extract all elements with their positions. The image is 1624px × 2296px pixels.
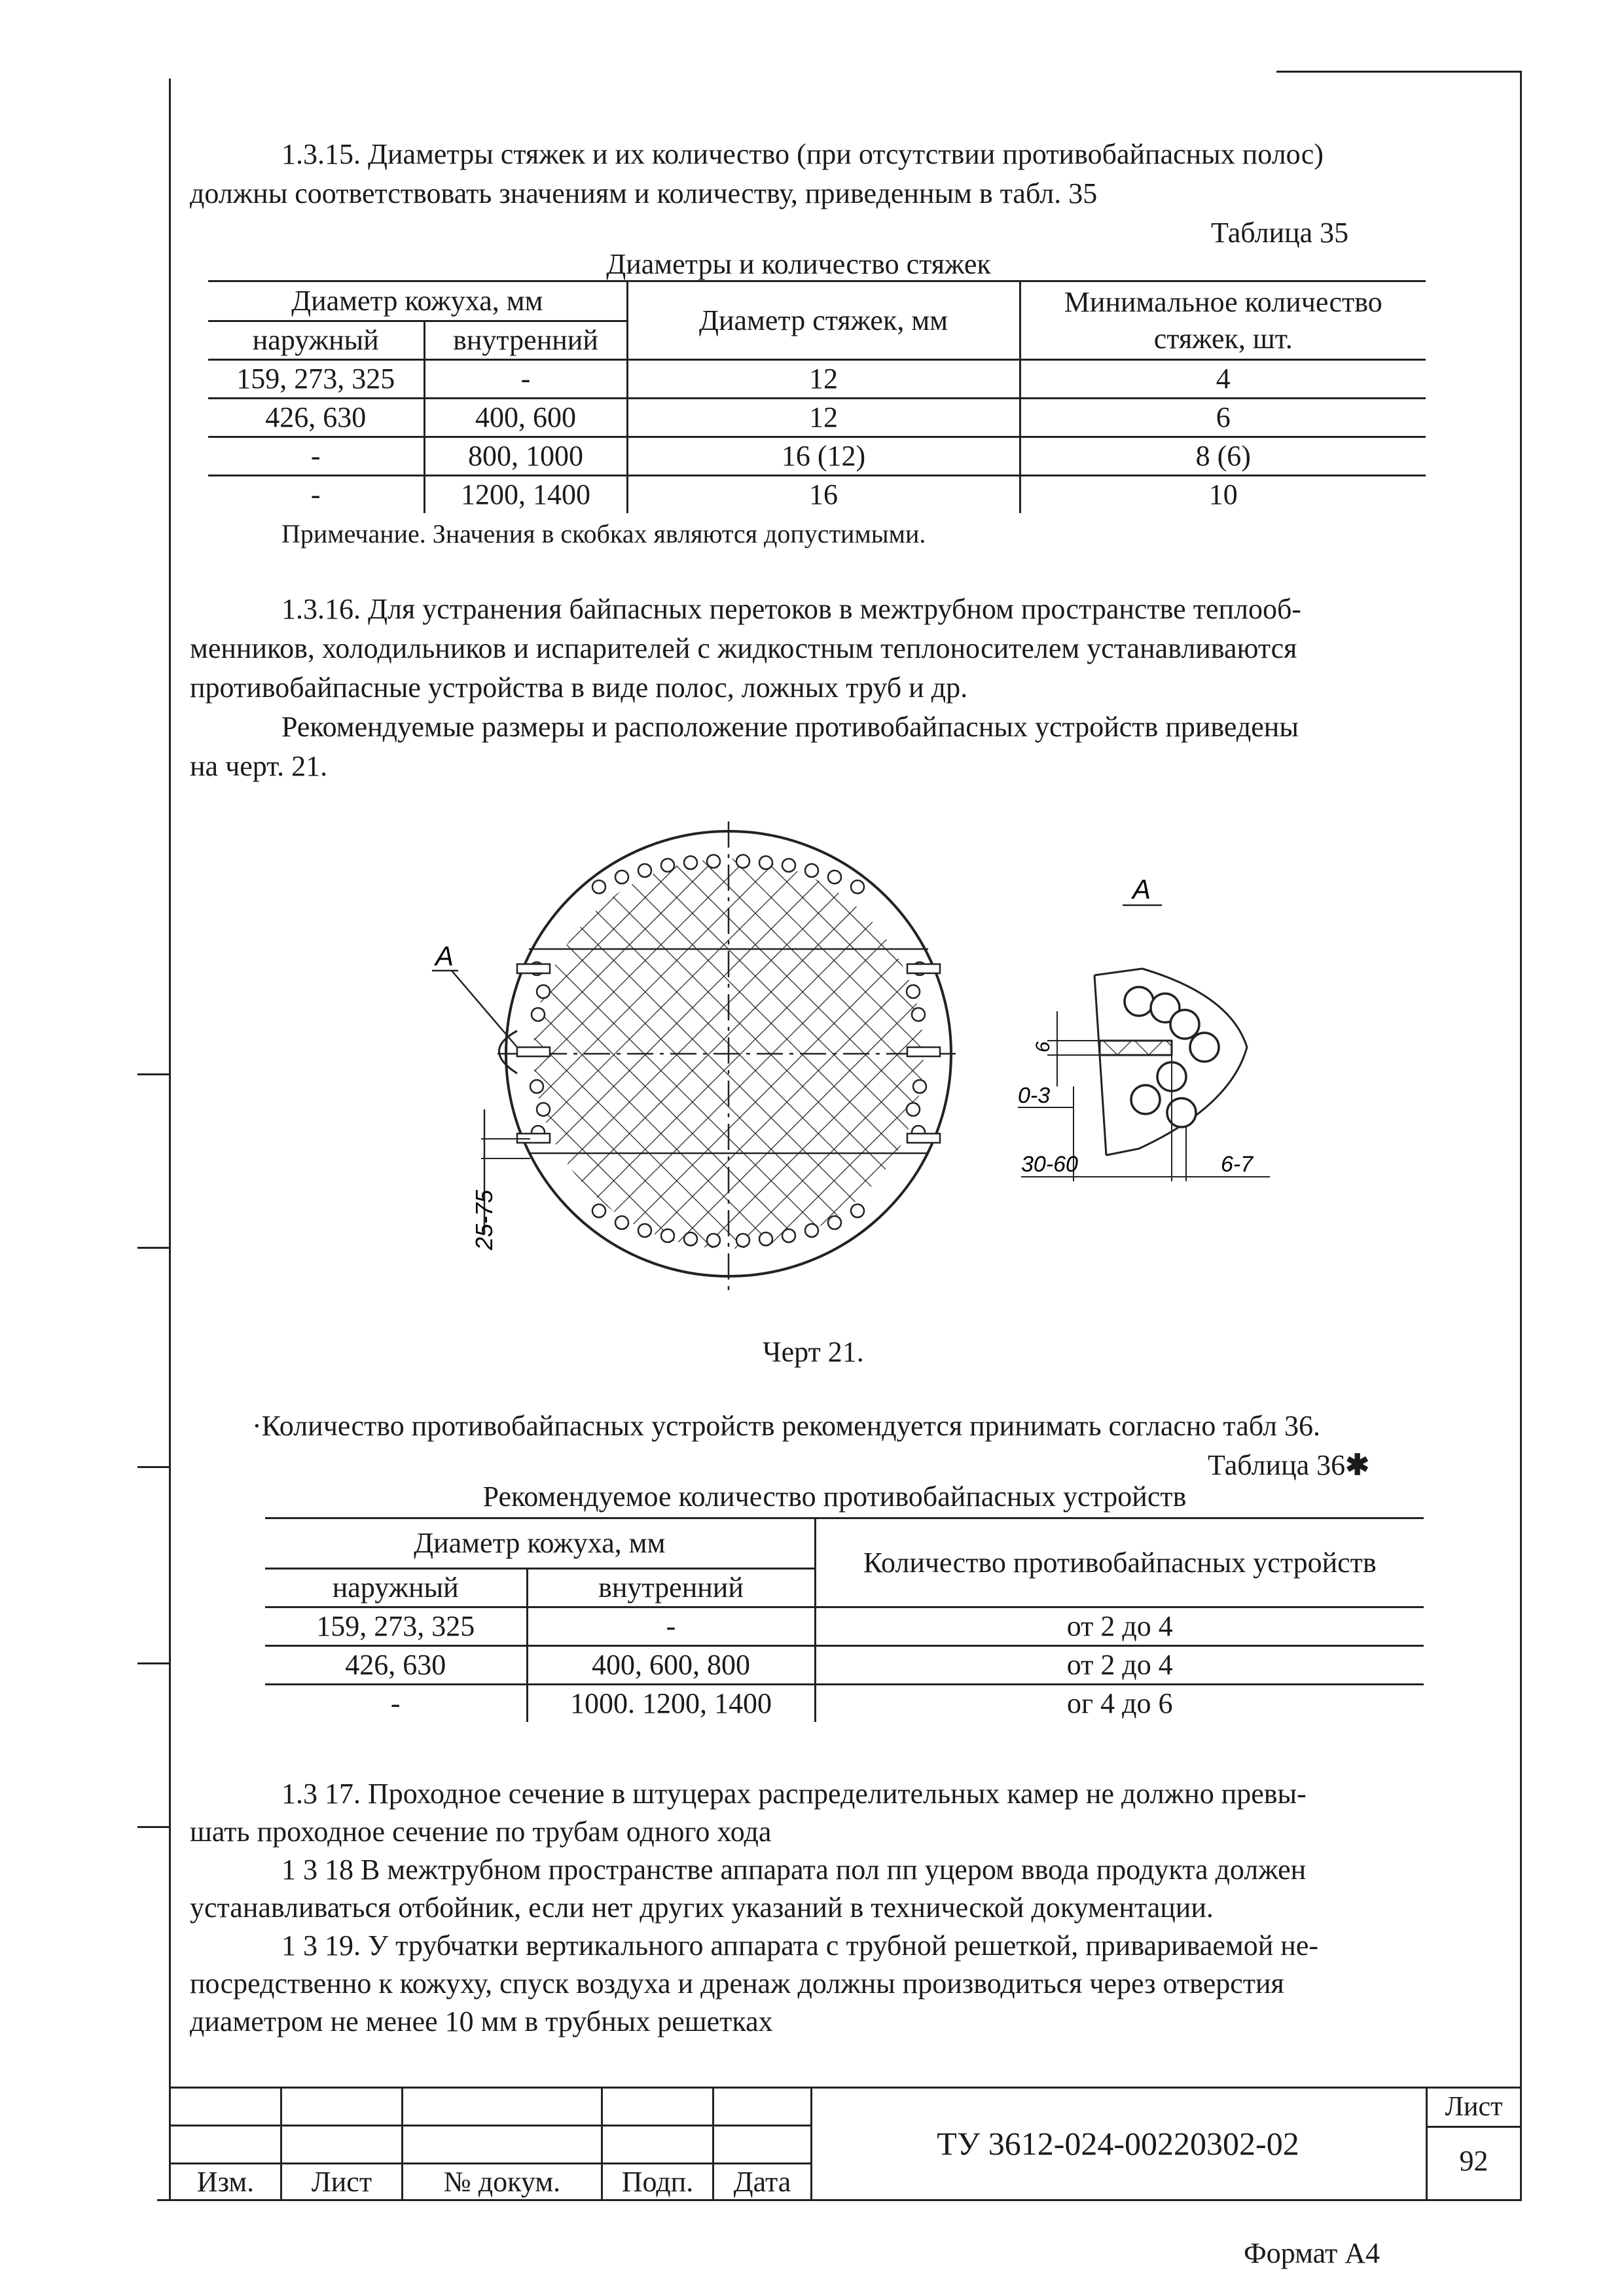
margin-tick (137, 1826, 170, 1828)
cell-inner: 400, 600, 800 (527, 1646, 815, 1685)
paragraph-1316-line1: 1.3.16. Для устранения байпасных перетоков в межтрубном пространстве теплооб- (281, 593, 1302, 625)
header-min-count-line1: Минимальное количество (1064, 285, 1382, 318)
cell-inner: 800, 1000 (424, 437, 627, 476)
stamp-podp: Подп. (602, 2164, 713, 2200)
cell-count: 4 (1020, 360, 1426, 399)
header-shell-diameter: Диаметр кожуха, мм (265, 1518, 815, 1569)
header-count: Количество противобайпасных устройств (815, 1518, 1424, 1607)
cell-outer: - (208, 437, 424, 476)
stamp-date: Дата (713, 2164, 812, 2200)
detail-shell-wall (1094, 975, 1106, 1155)
cell-outer: 159, 273, 325 (208, 360, 424, 399)
header-min-count-line2: стяжек, шт. (1153, 322, 1293, 355)
cell-count: 6 (1020, 399, 1426, 437)
cell-outer: 426, 630 (208, 399, 424, 437)
cell-count: ог 4 до 6 (815, 1685, 1424, 1723)
stamp-sheet-number: 92 (1459, 2145, 1489, 2177)
margin-tick (137, 1466, 170, 1468)
stamp-left-grid (169, 2087, 812, 2201)
paragraph-1316-line3: противобайпасные устройства в виде полос, ложных труб и др. (190, 672, 968, 704)
header-tie-diameter: Диаметр стяжек, мм (627, 281, 1020, 360)
detail-strip (1100, 1041, 1172, 1055)
paragraph-1316-line4: Рекомендуемые размеры и расположение противобайпасных устройств приведены (281, 711, 1299, 743)
table-header-row (265, 1518, 1424, 1569)
format-label: Формат А4 (1244, 2237, 1380, 2269)
cell-outer: 426, 630 (265, 1646, 527, 1685)
stamp-designation: ТУ 3612-024-00220302-02 (937, 2125, 1299, 2162)
paragraph-1317-line2: шать проходное сечение по трубам одного хода (190, 1816, 772, 1848)
dim-6: 6 (1032, 1041, 1054, 1052)
paragraph-1315-line2: должны соответствовать значениям и количеству, приведенным в табл. 35 (190, 177, 1098, 209)
cell-diam: 12 (627, 360, 1020, 399)
cell-outer: - (208, 476, 424, 514)
paragraph-1319-line3: диаметром не менее 10 мм в трубных решетках (190, 2005, 773, 2037)
table36-label-text: Таблица 36 (1208, 1449, 1346, 1481)
cell-count: от 2 до 4 (815, 1607, 1424, 1646)
cell-outer: 159, 273, 325 (265, 1607, 527, 1646)
table35-label: Таблица 35 (1211, 217, 1349, 249)
table35-title: Диаметры и количество стяжек (606, 248, 991, 280)
cell-inner: 1200, 1400 (424, 476, 627, 514)
dim-0-3: 0-3 (1018, 1083, 1051, 1108)
paragraph-1316-line2: менников, холодильников и испарителей с жидкостным теплоносителем устанавливаются (190, 632, 1297, 664)
stamp-izm: Изм. (170, 2164, 281, 2200)
label-a: А (435, 941, 454, 971)
view-a-label: А (1132, 874, 1151, 905)
cell-inner: - (527, 1607, 815, 1646)
stamp-list: Лист (281, 2164, 403, 2200)
cell-count: 10 (1020, 476, 1426, 514)
paragraph-1319-line2: посредственно к кожуху, спуск воздуха и дренаж должны производиться через отверстия (190, 1967, 1284, 2000)
margin-tick (137, 1662, 170, 1664)
dim-6-7: 6-7 (1221, 1152, 1254, 1177)
paragraph-1316-line5: на черт. 21. (190, 750, 328, 782)
header-outer: наружный (265, 1569, 527, 1607)
dim-30-60: 30-60 (1021, 1152, 1078, 1177)
table-row (265, 1685, 1424, 1723)
table35-note: Примечание. Значения в скобках являются допустимыми. (281, 519, 926, 548)
cell-diam: 16 (12) (627, 437, 1020, 476)
cell-inner: 400, 600 (424, 399, 627, 437)
paragraph-table36-intro: ·Количество противобайпасных устройств рекомендуется принимать согласно табл 36. (252, 1410, 1320, 1442)
dim-25-75: 25-75 (471, 1189, 497, 1250)
paragraph-1318-line2: устанавливаться отбойник, если нет других указаний в технической документации. (190, 1892, 1214, 1924)
table-row (265, 1607, 1424, 1646)
header-outer: наружный (208, 321, 424, 360)
leader-a (452, 971, 517, 1047)
table-row (265, 1646, 1424, 1685)
header-inner: внутренний (527, 1569, 815, 1607)
cell-inner: 1000. 1200, 1400 (527, 1685, 815, 1723)
cell-count: 8 (6) (1020, 437, 1426, 476)
cell-diam: 12 (627, 399, 1020, 437)
header-shell-diameter: Диаметр кожуха, мм (208, 281, 627, 321)
drawing-caption: Черт 21. (763, 1336, 864, 1368)
table36-title: Рекомендуемое количество противобайпасных устройств (482, 1480, 1187, 1513)
cell-diam: 16 (627, 476, 1020, 514)
stamp-sheet-label: Лист (1445, 2092, 1503, 2122)
cell-inner: - (424, 360, 627, 399)
stamp-doc: № докум. (403, 2164, 602, 2200)
table-36 (265, 1517, 1424, 1722)
tube-bundle (533, 857, 926, 1250)
header-inner: внутренний (424, 321, 627, 360)
paragraph-1318-line1: 1 3 18 В межтрубном пространстве аппарата пол пп уцером ввода продукта должен (281, 1854, 1307, 1886)
stamp-sheet-hline (1426, 2126, 1522, 2128)
paragraph-1319-line1: 1 3 19. У трубчатки вертикального аппарата с трубной решеткой, привариваемой не- (281, 1929, 1318, 1962)
cell-outer: - (265, 1685, 527, 1723)
cell-count: от 2 до 4 (815, 1646, 1424, 1685)
paragraph-1315-line1: 1.3.15. Диаметры стяжек и их количество (при отсутствии противобайпасных полос) (281, 138, 1324, 170)
paragraph-1317-line1: 1.3 17. Проходное сечение в штуцерах распределительных камер не должно превы- (281, 1778, 1307, 1810)
table36-mark: ✱ (1345, 1449, 1370, 1481)
